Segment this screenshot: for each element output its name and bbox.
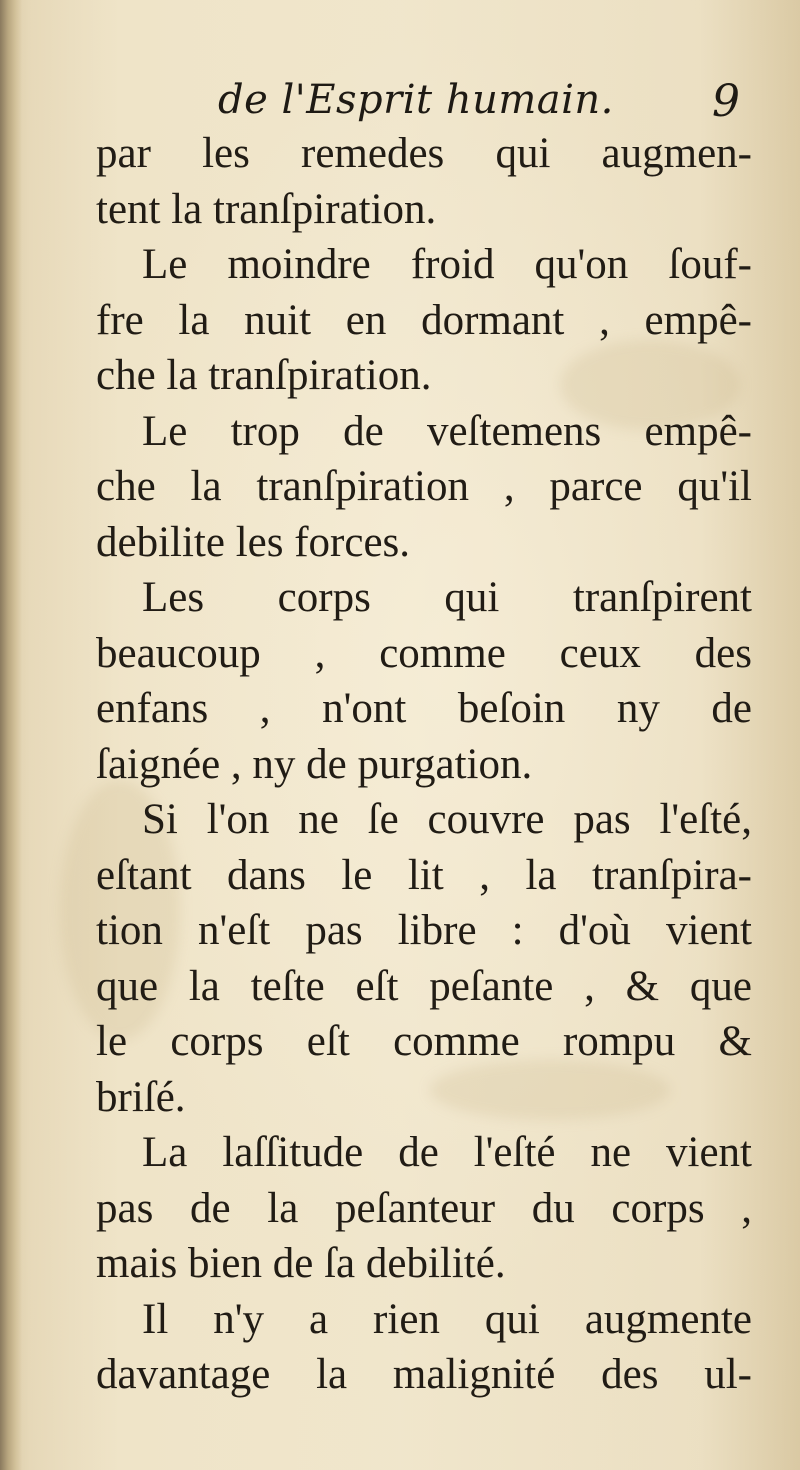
text-line: enfans , n'ont beſoin ny de bbox=[96, 685, 752, 732]
text-line: Il n'y a rien qui augmente bbox=[142, 1295, 752, 1343]
text-line: debilite les forces. bbox=[96, 518, 411, 566]
text-line: briſé. bbox=[96, 1073, 186, 1121]
text-line: Le trop de veſtemens empê- bbox=[142, 407, 752, 455]
text-line: ſaignée , ny de purgation. bbox=[96, 740, 533, 788]
text-line: le corps eſt comme rompu & bbox=[96, 1018, 752, 1065]
text-line: que la teſte eſt peſante , & que bbox=[96, 962, 752, 1010]
text-line: Les corps qui tranſpirent bbox=[142, 574, 752, 621]
text-line: beaucoup , comme ceux des bbox=[96, 629, 752, 677]
page-gutter-shadow bbox=[0, 0, 22, 1470]
text-line: Si l'on ne ſe couvre pas l'eſté, bbox=[142, 796, 752, 843]
text-line: che la tranſpiration. bbox=[96, 352, 432, 399]
text-line: davantage la malignité des ul- bbox=[96, 1351, 752, 1398]
text-line: che la tranſpiration , parce qu'il bbox=[96, 463, 752, 510]
text-line: eſtant dans le lit , la tranſpira- bbox=[96, 851, 752, 899]
running-head: de l'Esprit humain. bbox=[218, 77, 614, 123]
text-line: par les remedes qui augmen- bbox=[96, 130, 752, 177]
text-line: tion n'eſt pas libre : d'où vient bbox=[96, 907, 752, 954]
text-line: fre la nuit en dormant , empê- bbox=[96, 296, 752, 344]
body-text bbox=[96, 126, 752, 1403]
text-line: tent la tranſpiration. bbox=[96, 185, 437, 233]
text-line: La laſſitude de l'eſté ne vient bbox=[142, 1129, 752, 1176]
text-line: mais bien de ſa debilité. bbox=[96, 1240, 506, 1287]
text-line: Le moindre froid qu'on ſouf- bbox=[142, 241, 752, 288]
text-line: pas de la peſanteur du corps , bbox=[96, 1184, 752, 1232]
page-number: 9 bbox=[712, 76, 740, 127]
